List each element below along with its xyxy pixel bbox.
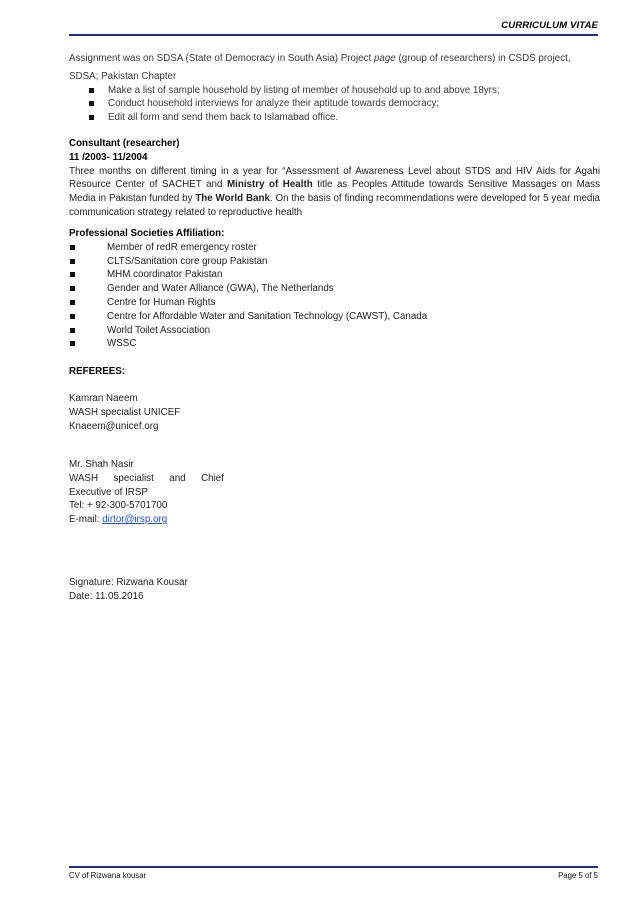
- assignment-line-1: [69, 52, 600, 66]
- list-item-text: CLTS/Sanitation core group Pakistan: [107, 255, 268, 267]
- consultant-bold-2: The World Bank: [195, 193, 270, 205]
- bullet-square-icon: [70, 245, 75, 250]
- bullet-square-icon: [70, 286, 75, 291]
- referee-1: [69, 392, 600, 433]
- bullet-square-icon: [89, 101, 94, 106]
- bullet-square-icon: [89, 88, 94, 93]
- referees-section: [69, 365, 600, 379]
- bullet-square-icon: [70, 272, 75, 277]
- bullet-square-icon: [70, 328, 75, 333]
- list-item-text: Gender and Water Alliance (GWA), The Netherlands: [107, 283, 334, 295]
- affiliations-list: [69, 241, 600, 351]
- bullet-square-icon: [70, 341, 75, 346]
- list-item-text: Member of redR emergency roster: [107, 241, 257, 253]
- consultant-title: Consultant (researcher): [69, 138, 180, 149]
- assignment-text-italic: page: [373, 53, 396, 64]
- list-item: [69, 84, 600, 98]
- list-item: [69, 97, 600, 111]
- footer-left: CV of Rizwana kousar: [69, 871, 147, 880]
- referee-2-email-link[interactable]: dirtor@irsp.org: [102, 514, 168, 526]
- list-item-text: World Toilet Association: [107, 324, 211, 336]
- list-item: [69, 282, 600, 296]
- email-label: E-mail:: [69, 514, 100, 526]
- assignment-text-a: Assignment was on SDSA (State of Democracy in South Asia) Project: [69, 53, 372, 64]
- list-item-text: Centre for Human Rights: [107, 296, 216, 308]
- role-word: WASH: [69, 472, 99, 484]
- assignment-line-2: SDSA; Pakistan Chapter: [69, 70, 177, 82]
- list-item: [69, 324, 600, 338]
- list-item: [69, 268, 600, 282]
- consultant-section: [69, 137, 600, 220]
- list-item: [69, 337, 600, 351]
- bullet-square-icon: [70, 314, 75, 319]
- referee-2-email-row: [69, 513, 600, 527]
- referee-2-phone: Tel: + 92-300-5701700: [69, 500, 168, 512]
- referee-2-name: Mr. Shah Nasir: [69, 459, 134, 470]
- list-item-text: Centre for Affordable Water and Sanitation Technology (CAWST), Canada: [107, 310, 428, 322]
- assignment-bullet-list: [69, 84, 600, 125]
- consultant-text-1: Three months on different timing in a year for “Assessment of Awareness Level about STDS and HIV Aids for Agahi Resource Center of SACHET and: [69, 165, 600, 191]
- footer-page-number: Page 5 of 5: [558, 871, 598, 880]
- bullet-square-icon: [70, 259, 75, 264]
- signature-date: Date: 11.05.2016: [69, 590, 144, 602]
- consultant-dates: 11 /2003- 11/2004: [69, 151, 148, 163]
- referee-2-role: [69, 472, 224, 486]
- list-item-text: WSSC: [107, 338, 137, 350]
- role-word: Chief: [201, 472, 224, 484]
- header-title: CURRICULUM VITAE: [501, 20, 598, 31]
- list-item: [69, 296, 600, 310]
- list-item: [69, 241, 600, 255]
- referee-2: [69, 458, 600, 527]
- consultant-text-2: title as Peoples Attitude towards Sensitive Massages on Mass Media in Pakistan funded by: [69, 179, 600, 205]
- bullet-square-icon: [70, 300, 75, 305]
- consultant-text-3: . On the basis of finding recommendations were developed for 5 year media communication strategy related to reproductive health: [69, 193, 600, 218]
- assignment-section: [69, 52, 600, 125]
- list-item-text: Make a list of sample household by listing of member of household up to and above 18yrs;: [108, 84, 500, 96]
- consultant-bold-1: Ministry of Health: [226, 179, 313, 191]
- role-word: specialist: [113, 472, 154, 484]
- referee-1-name: Kamran Naeem: [69, 393, 138, 404]
- list-item-text: MHM coordinator Pakistan: [107, 269, 223, 281]
- referees-title: REFEREES:: [69, 366, 126, 377]
- consultant-description: [69, 165, 600, 220]
- referee-1-role: WASH specialist UNICEF: [69, 406, 181, 418]
- list-item: [69, 111, 600, 125]
- list-item: [69, 255, 600, 269]
- list-item-text: Edit all form and send them back to Islamabad office.: [108, 112, 339, 124]
- bullet-square-icon: [89, 115, 94, 120]
- header-rule: [69, 34, 598, 36]
- signature-name: Signature: Rizwana Kousar: [69, 577, 188, 588]
- referee-2-role-line-2: Executive of IRSP: [69, 486, 148, 498]
- affiliations-title: Professional Societies Affiliation:: [69, 228, 225, 239]
- footer-rule: [69, 866, 598, 868]
- list-item-text: Conduct household interviews for analyze their aptitude towards democracy;: [108, 98, 440, 110]
- affiliations-section: [69, 227, 600, 351]
- signature-section: [69, 576, 600, 604]
- list-item: [69, 310, 600, 324]
- role-word: and: [169, 472, 186, 484]
- assignment-text-b: (group of researchers) in CSDS project,: [398, 53, 571, 64]
- referee-1-email: Knaeem@unicef.org: [69, 420, 159, 432]
